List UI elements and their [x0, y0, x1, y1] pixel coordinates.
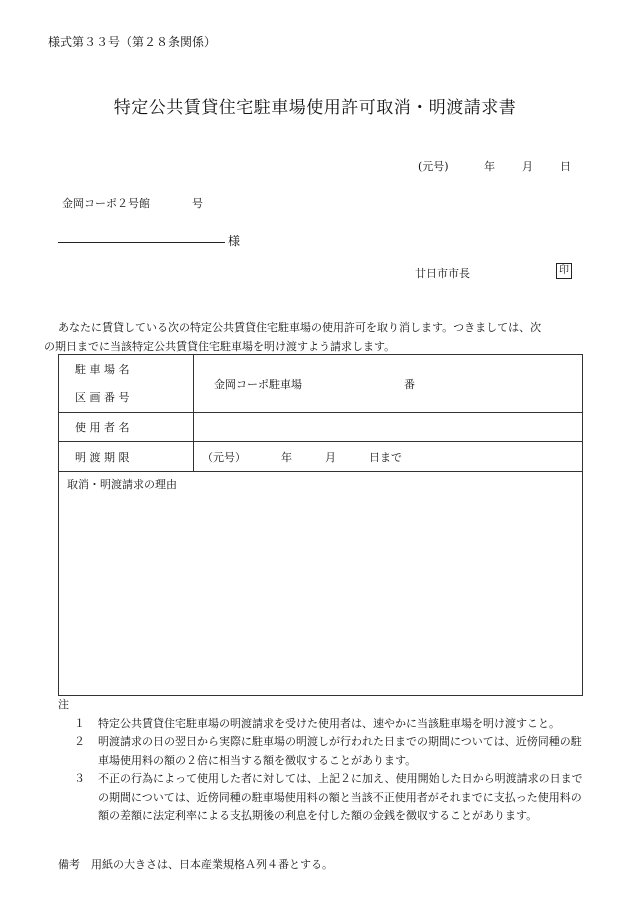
deadline-label: 明 渡 期 限 [59, 442, 194, 472]
issuer-title: 廿日市市長 [415, 267, 470, 280]
user-name-label: 使 用 者 名 [59, 413, 194, 442]
deadline-day: 日まで [369, 450, 402, 464]
table-row-user [59, 413, 583, 442]
table-row-reason [59, 472, 583, 696]
deadline-month: 月 [325, 450, 336, 464]
parking-name-value: 金岡コーポ駐車場 [214, 377, 302, 391]
addressee-name-line [58, 242, 225, 243]
seal-mark: 印 [556, 263, 572, 279]
date-year: 年 [484, 160, 495, 173]
parking-value-cell [194, 355, 583, 413]
form-number: 様式第３３号（第２８条関係） [48, 35, 217, 49]
body-line-1: あなたに賃貸している次の特定公共賃貸住宅駐車場の使用許可を取り消します。つきましては、次 [58, 321, 542, 334]
note-text: 明渡請求の日の翌日から実際に駐車場の明渡しが行われた日までの期間については、近傍同種の駐車場使用料の額の２倍に相当する額を徴収することがあります。 [98, 735, 582, 767]
date-day: 日 [560, 160, 571, 173]
reason-label: 取消・明渡請求の理由 [67, 478, 177, 491]
user-name-value [194, 413, 583, 442]
addressee-building: 金岡コーポ２号館 [62, 197, 150, 210]
table-row-parking [59, 355, 583, 413]
note-text: 特定公共賃貸住宅駐車場の明渡請求を受けた使用者は、速やかに当該駐車場を明け渡すこと。 [98, 716, 560, 730]
note-number: １ [74, 716, 85, 730]
notes-heading: 注 [58, 698, 69, 711]
note-text: 不正の行為によって使用した者に対しては、上記２に加え、使用開始した日から明渡請求の日までの期間については、近傍同種の駐車場使用料の額と当該不正使用者がそれまでに支払った使用料の額の差額に法定利率による支払期後の利息を付した額の金銭を徴収することがあります。 [98, 772, 583, 822]
date-month: 月 [522, 160, 533, 173]
space-number-label: 区 画 番 号 [75, 390, 130, 404]
note-number: ３ [74, 772, 85, 785]
document-title: 特定公共賃貸住宅駐車場使用許可取消・明渡請求書 [113, 98, 517, 118]
note-item [58, 770, 588, 826]
deadline-year: 年 [281, 450, 292, 464]
addressee-number-suffix: 号 [192, 197, 203, 210]
addressee-honorific: 様 [228, 234, 241, 248]
parking-label-cell [59, 355, 194, 413]
note-number: ２ [74, 735, 85, 748]
notes-section [58, 696, 588, 826]
space-number-suffix: 番 [404, 377, 415, 391]
reason-cell [59, 472, 583, 696]
note-item [58, 733, 588, 770]
note-item [58, 715, 588, 734]
table-row-deadline [59, 442, 583, 472]
request-table [58, 354, 583, 696]
body-paragraph [46, 318, 586, 356]
date-era: (元号) [418, 160, 449, 173]
body-line-2: の期日までに当該特定公共賃貸住宅駐車場を明け渡すよう請求します。 [44, 340, 396, 353]
deadline-era: （元号） [202, 450, 246, 464]
remark-text: 備考 用紙の大きさは、日本産業規格Ａ列４番とする。 [58, 858, 333, 871]
parking-name-label: 駐 車 場 名 [75, 362, 130, 376]
deadline-value-cell [194, 442, 583, 472]
